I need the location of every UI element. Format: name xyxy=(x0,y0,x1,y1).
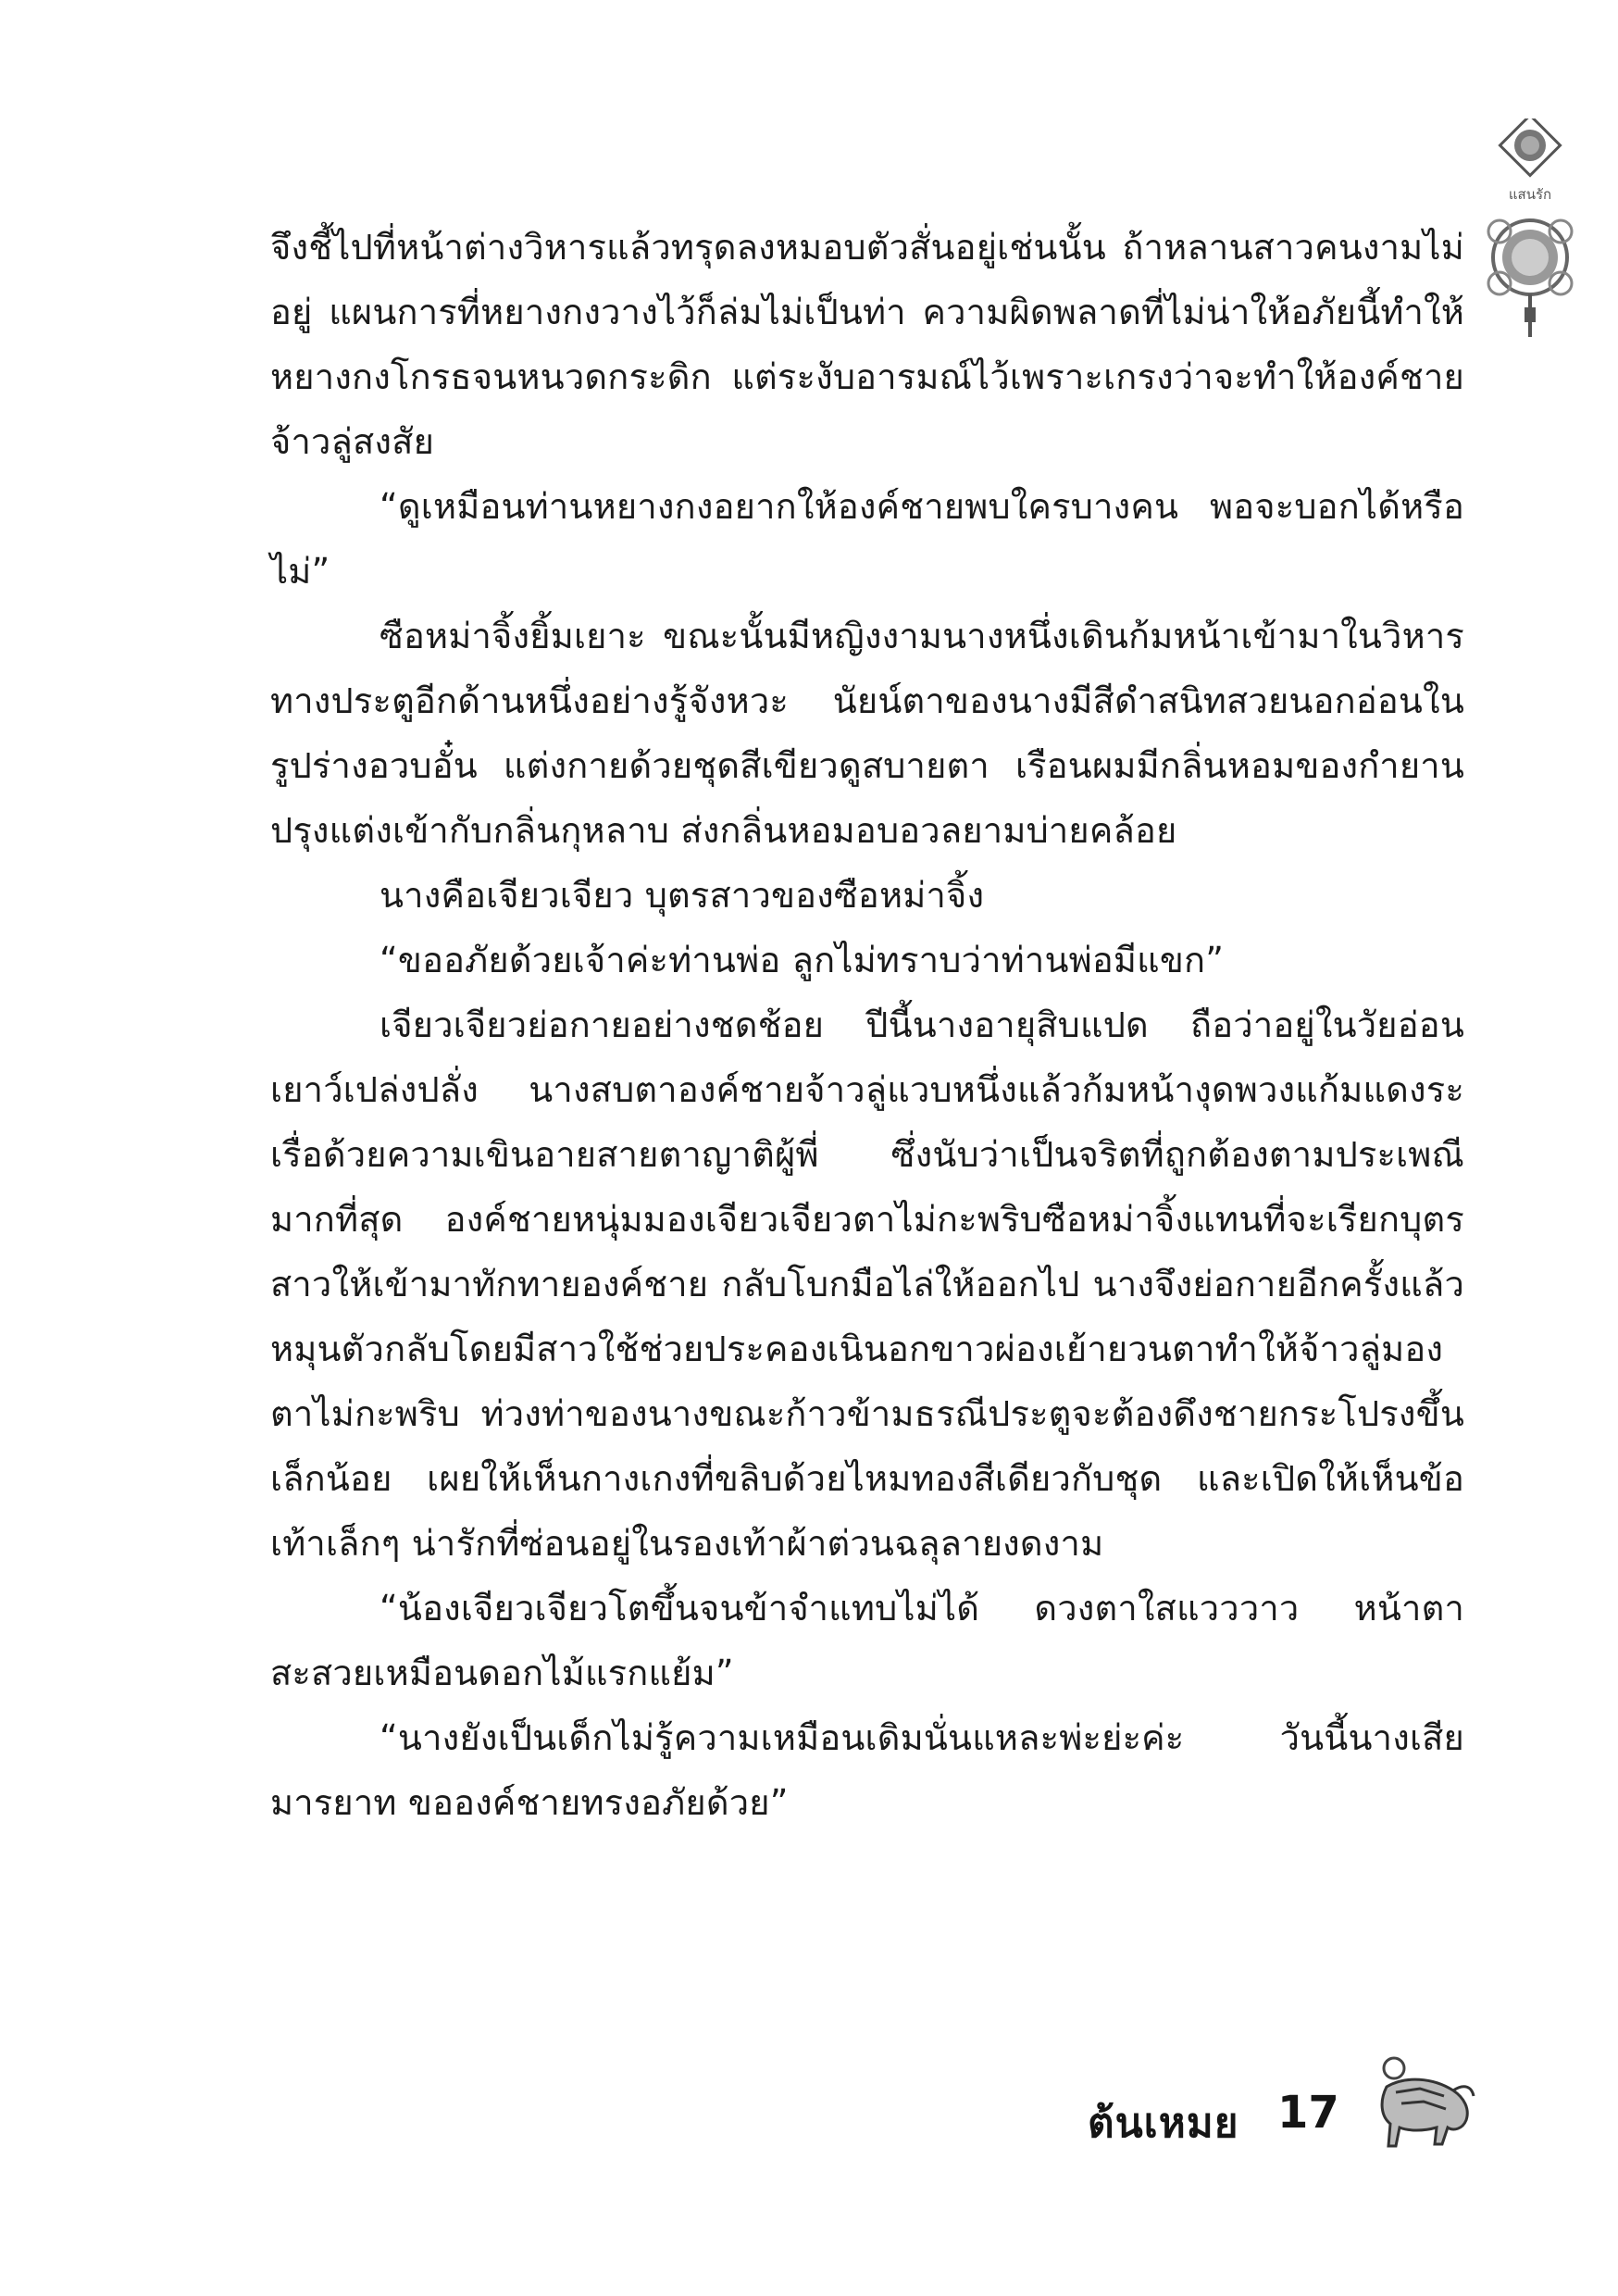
horse-icon xyxy=(1368,2055,1479,2157)
book-title: ต้นเหมย xyxy=(1088,2100,1239,2147)
page-number: 17 xyxy=(1277,2087,1339,2139)
paragraph-6: เจียวเจียวย่อกายอย่างชดช้อย ปีนี้นางอายุสิบแปด ถือว่าอยู่ในวัยอ่อนเยาว์เปล่งปลั่ง นางสบตาองค์ชายจ้าวลู่แวบหนึ่งแล้วก้มหน้างุดพวงแก้มแดงระเรื่อด้วยความเขินอายสายตาญาติผู้พี่ ซึ่งนับว่าเป็นจริตที่ถูกต้องตามประเพณีมากที่สุด องค์ชายหนุ่มมองเจียวเจียวตาไม่กะพริบซือหม่าจิ้งแทนที่จะเรียกบุตรสาวให้เข้ามาทักทายองค์ชาย กลับโบกมือไล่ให้ออกไป นางจึงย่อกายอีกครั้งแล้วหมุนตัวกลับโดยมีสาวใช้ช่วยประคองเนินอกขาวผ่องเย้ายวนตาทำให้จ้าวลู่มองตาไม่กะพริบ ท่วงท่าของนางขณะก้าวข้ามธรณีประตูจะต้องดึงชายกระโปรงขึ้นเล็กน้อย เผยให้เห็นกางเกงที่ขลิบด้วยไหมทองสีเดียวกับชุด และเปิดให้เห็นข้อเท้าเล็กๆ น่ารักที่ซ่อนอยู่ในรองเท้าผ้าต่วนฉลุลายงดงาม xyxy=(270,1004,1464,1564)
paragraph-2: “ดูเหมือนท่านหยางกงอยากให้องค์ชายพบใครบางคน พอจะบอกได้หรือไม่” xyxy=(270,486,1464,592)
paragraph-3: ซือหม่าจิ้งยิ้มเยาะ ขณะนั้นมีหญิงงามนางหนึ่งเดินก้มหน้าเข้ามาในวิหารทางประตูอีกด้านหนึ่งอย่างรู้จังหวะ นัยน์ตาของนางมีสีดำสนิทสวยนอกอ่อนใน รูปร่างอวบอั๋น แต่งกายด้วยชุดสีเขียวดูสบายตา เรือนผมมีกลิ่นหอมของกำยานปรุงแต่งเข้ากับกลิ่นกุหลาบ ส่งกลิ่นหอมอบอวลยามบ่ายคล้อย xyxy=(270,616,1464,851)
paragraph-7: “น้องเจียวเจียวโตขึ้นจนข้าจำแทบไม่ได้ ดวงตาใสแวววาว หน้าตาสะสวยเหมือนดอกไม้แรกแย้ม” xyxy=(270,1588,1464,1693)
corner-seal-ornament xyxy=(1479,119,1581,341)
paragraph-4: นางคือเจียวเจียว บุตรสาวของซือหม่าจิ้ง xyxy=(380,875,985,916)
seal-icon xyxy=(1479,119,1581,341)
paragraph-8: “นางยังเป็นเด็กไม่รู้ความเหมือนเดิมนั่นแหละพ่ะย่ะค่ะ วันนี้นางเสียมารยาท ขอองค์ชายทรงอภัยด้วย” xyxy=(270,1717,1464,1823)
paragraph-5: “ขออภัยด้วยเจ้าค่ะท่านพ่อ ลูกไม่ทราบว่าท่านพ่อมีแขก” xyxy=(380,940,1225,980)
paragraph-1: จึงชี้ไปที่หน้าต่างวิหารแล้วทรุดลงหมอบตัวสั่นอยู่เช่นนั้น ถ้าหลานสาวคนงามไม่อยู่ แผนการที่หยางกงวางไว้ก็ล่มไม่เป็นท่า ความผิดพลาดที่ไม่น่าให้อภัยนี้ทำให้หยางกงโกรธจนหนวดกระดิก แต่ระงับอารมณ์ไว้เพราะเกรงว่าจะทำให้องค์ชายจ้าวลู่สงสัย xyxy=(270,227,1464,462)
body-text xyxy=(270,215,1464,1835)
seal-label: แสนรัก xyxy=(1508,186,1552,203)
